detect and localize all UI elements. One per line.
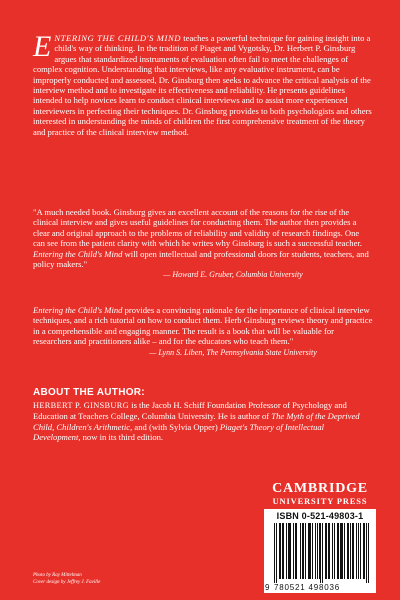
barcode-bar	[282, 523, 283, 579]
barcode-bar	[347, 523, 348, 579]
barcode-bar	[289, 523, 290, 579]
quote-book-title: Entering the Child's Mind	[33, 305, 123, 315]
book-title-inline: NTERING THE CHILD'S MIND	[54, 33, 182, 43]
barcode-bar	[341, 523, 342, 579]
barcode-bar	[309, 523, 310, 579]
barcode-bar	[320, 523, 321, 583]
isbn-label: ISBN 0-521-49803-1	[276, 511, 364, 521]
isbn-barcode-panel	[264, 509, 376, 593]
review-quote-liben	[33, 305, 373, 358]
barcode-bar	[344, 523, 345, 579]
barcode-bar	[356, 523, 357, 579]
barcode-bar	[300, 523, 301, 579]
barcode-bar	[286, 523, 287, 579]
barcode-bar	[296, 523, 297, 579]
barcode-bar	[274, 523, 275, 583]
barcode-bar	[288, 523, 289, 579]
about-author-heading: ABOUT THE AUTHOR:	[33, 387, 145, 398]
barcode-bar	[290, 523, 291, 579]
quote-text-part-a: "A much needed book. Ginsburg gives an excellent account of the reasons for the rise of the clinical interview and gives useful guidelines for conducting them. The author then provides a clear and original approach to the problems of reliability and validity of research findings. One can see from the patient clarity with which he writes why Ginsburg is such a successful teacher.	[33, 207, 362, 249]
barcode-bar	[340, 523, 341, 579]
barcode-bar	[328, 523, 329, 579]
about-author-text	[33, 400, 373, 443]
barcode-bar	[334, 523, 335, 579]
author-book-list: The Myth of the Deprived Child, Children's Arithmetic,	[33, 411, 360, 432]
barcode-bar	[312, 523, 313, 579]
quote-text-part-b: will open intellectual and professional doors for students, teachers, and policy makers."	[33, 248, 369, 270]
description-text: teaches a powerful technique for gaining insight into a child's way of thinking. In the tradition of Piaget and Vygotsky, Dr. Herbert P. Ginsburg argues that standardized instruments of evaluation often fail to meet the challenges of complex cognition. Understanding that interviews, like any evaluative instrument, can be improperly conducted and assessed, Dr. Ginsburg then seeks to advance the critical analysis of the interview method and to investigate its effectiveness and reliability. He presents guidelines intended to help novices learn to conduct clinical interviews and to assist more experienced interviewers in perfecting their techniques. Dr. Ginsburg provides to both psychologists and others interested in understanding the minds of children the first comprehensive treatment of the theory and practice of the clinical interview method.	[33, 33, 372, 137]
barcode-bar	[326, 523, 327, 579]
barcode-bar	[295, 523, 296, 579]
publisher-name-line1: CAMBRIDGE	[272, 481, 368, 496]
barcode-bar	[303, 523, 304, 579]
quote-attribution: — Lynn S. Liben, The Pennsylvania State University	[149, 347, 317, 357]
author-book-piaget: Piaget's Theory of Intellectual Development,	[33, 421, 325, 443]
barcode-bar	[310, 523, 311, 579]
barcode-bar	[325, 523, 326, 579]
barcode-bar	[276, 523, 277, 583]
barcode-bar	[315, 523, 316, 579]
barcode-bar	[279, 523, 280, 579]
publisher-name-line2: UNIVERSITY PRESS	[272, 497, 368, 506]
quote-book-title: Entering the Child's Mind	[33, 248, 123, 259]
cover-credits	[33, 573, 100, 586]
barcode-bar	[337, 523, 338, 579]
barcode-bar	[305, 523, 306, 579]
barcode-bar	[350, 523, 351, 579]
barcode-bar	[332, 523, 333, 579]
barcode-bar	[366, 523, 367, 583]
barcode-bar	[338, 523, 339, 579]
barcode-bar	[319, 523, 320, 579]
barcode-bar	[283, 523, 284, 579]
book-description	[33, 30, 373, 137]
barcode-bar	[322, 523, 323, 583]
barcode-bar	[353, 523, 354, 579]
photo-credit: Photo by Ray Mittelman	[33, 573, 82, 578]
quote-text: provides a convincing rationale for the importance of clinical interview techniques, and a rich tutorial on how to conduct them. Herb Ginsburg reviews theory and practice in a comprehensible and engaging manner. The result is a book that will be valuable for researchers and practitioners alike – and for the educators who teach them."	[33, 305, 373, 347]
barcode-bar	[358, 523, 359, 579]
barcode-bar	[308, 523, 309, 579]
barcode-bar	[317, 523, 318, 579]
review-quote-gruber	[33, 207, 373, 281]
quote-attribution: — Howard E. Gruber, Columbia University	[163, 270, 303, 280]
about-text-part-b: and (with Sylvia Opper)	[132, 421, 220, 432]
about-text-part-a: is the Jacob H. Schiff Foundation Professor of Psychology and Education at Teachers College, Columbia University. He is author of	[33, 400, 347, 422]
barcode-image	[264, 523, 376, 583]
drop-cap-letter: E	[33, 30, 52, 63]
design-credit: Cover design by Jeffrey J. Faville	[33, 579, 101, 585]
barcode-bar	[329, 523, 330, 579]
author-name: HERBERT P. GINSBURG	[33, 401, 130, 410]
barcode-bar	[363, 523, 364, 579]
barcode-bar	[302, 523, 303, 579]
barcode-bar	[368, 523, 369, 583]
barcode-bar	[364, 523, 365, 579]
ean-prefix-digit: 9	[265, 583, 270, 592]
barcode-bar	[348, 523, 349, 579]
barcode-bar	[280, 523, 281, 579]
barcode-bar	[293, 523, 294, 579]
barcode-bar	[352, 523, 353, 579]
ean-digits: 780521 498036	[274, 583, 341, 592]
barcode-bar	[342, 523, 343, 579]
about-text-part-c: now in its third edition.	[80, 432, 164, 443]
barcode-bar	[360, 523, 361, 579]
publisher-logo	[260, 481, 380, 507]
